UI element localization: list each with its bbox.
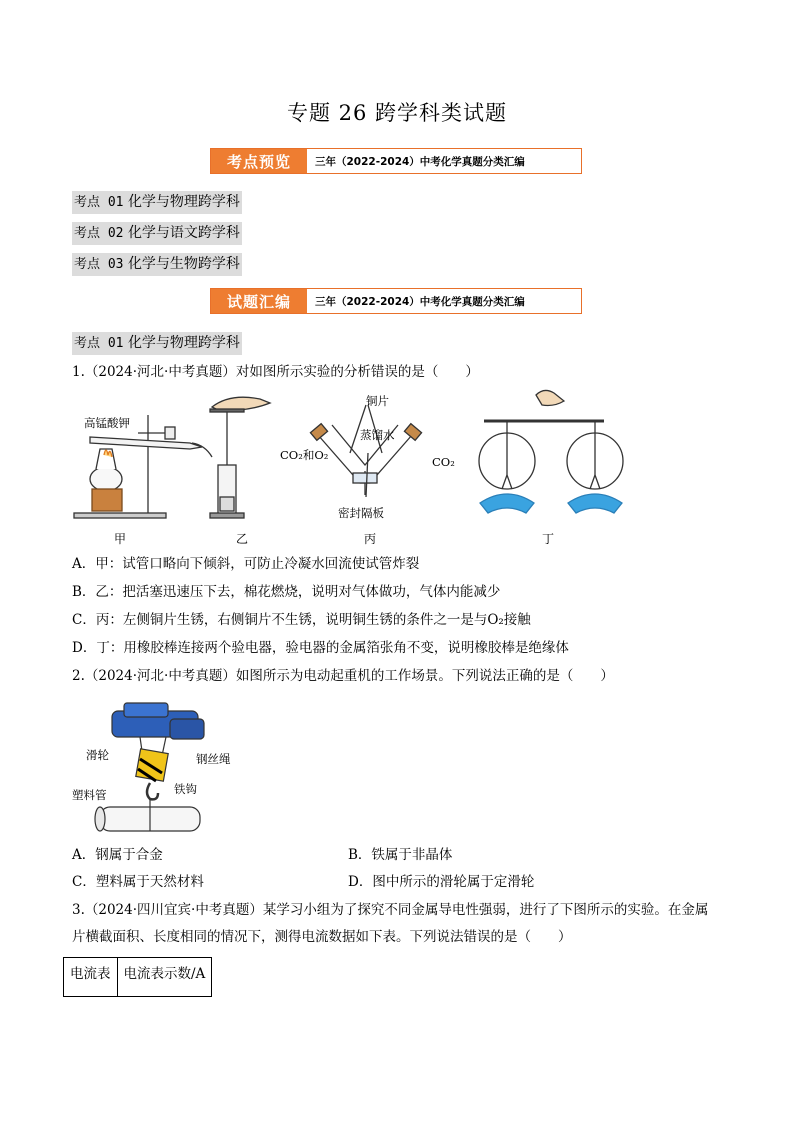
- label-left-gas: CO₂和O₂: [280, 448, 329, 462]
- apparatus-yi: [210, 397, 270, 518]
- label-pulley: 滑轮: [86, 748, 109, 762]
- topic-code: 考点 01: [74, 195, 124, 210]
- preview-topic-2: [72, 222, 242, 245]
- question-1-stem: 1.（2024·河北·中考真题）对如图所示实验的分析错误的是（ ）: [72, 364, 479, 380]
- caption-ding: 丁: [542, 532, 555, 546]
- table-row: [64, 958, 212, 997]
- preview-topic-3: [72, 253, 242, 276]
- preview-topic-1: [72, 191, 242, 214]
- question-1-figure: [70, 385, 630, 550]
- questions-banner: [210, 288, 582, 314]
- table-header-ammeter: 电流表: [64, 958, 118, 997]
- label-partition: 密封隔板: [338, 506, 384, 520]
- banner-text: 三年（2022-2024）中考化学真题分类汇编: [315, 295, 525, 308]
- question-1-option-c: C．丙：左侧铜片生锈，右侧铜片不生锈，说明铜生锈的条件之一是与O₂接触: [72, 612, 531, 628]
- topic-code: 考点 03: [74, 257, 124, 272]
- topic-name: 化学与物理跨学科: [127, 194, 240, 210]
- caption-yi: 乙: [236, 532, 249, 546]
- label-right-gas: CO₂: [432, 455, 455, 469]
- topic-name: 化学与物理跨学科: [127, 335, 240, 351]
- banner-tag: 考点预览: [211, 149, 307, 173]
- experiment-illustrations: [70, 385, 630, 550]
- topic-name: 化学与生物跨学科: [127, 256, 240, 272]
- question-1-option-a: A．甲：试管口略向下倾斜，可防止冷凝水回流使试管炸裂: [72, 556, 420, 572]
- question-1-option-d: D．丁：用橡胶棒连接两个验电器，验电器的金属箔张角不变，说明橡胶棒是绝缘体: [72, 640, 569, 656]
- banner-text: 三年（2022-2024）中考化学真题分类汇编: [315, 155, 525, 168]
- topic-name: 化学与语文跨学科: [127, 225, 240, 241]
- label-copper: 铜片: [366, 394, 389, 408]
- label-kmno4: 高锰酸钾: [84, 416, 130, 430]
- page-title: 专题 26 跨学科类试题: [286, 101, 508, 125]
- caption-jia: 甲: [114, 532, 127, 546]
- caption-bing: 丙: [364, 532, 377, 546]
- label-water: 蒸馏水: [360, 428, 395, 442]
- question-1-option-b: B．乙：把活塞迅速压下去，棉花燃烧，说明对气体做功，气体内能减少: [72, 584, 501, 600]
- preview-banner: [210, 148, 582, 174]
- question-2-option-a: A．钢属于合金: [72, 847, 163, 863]
- question-2-option-c: C．塑料属于天然材料: [72, 874, 204, 890]
- crane-illustration: [70, 695, 250, 840]
- question-3-stem-line-2: 片横截面积、长度相同的情况下，测得电流数据如下表。下列说法错误的是（ ）: [72, 929, 572, 945]
- topic-code: 考点 01: [74, 336, 124, 351]
- section-topic: [72, 332, 242, 355]
- label-hook: 铁钩: [174, 782, 197, 796]
- table-header-reading: 电流表示数/A: [117, 958, 212, 997]
- question-3-table: [63, 957, 212, 997]
- question-3-stem-line-1: 3.（2024·四川宜宾·中考真题）某学习小组为了探究不同金属导电性强弱，进行了下图所示的实验。在金属: [72, 902, 709, 918]
- topic-code: 考点 02: [74, 226, 124, 241]
- apparatus-ding: [479, 390, 623, 513]
- banner-tag: 试题汇编: [211, 289, 307, 313]
- question-2-figure: [70, 695, 250, 840]
- question-2-option-d: D．图中所示的滑轮属于定滑轮: [348, 874, 535, 890]
- label-pipe: 塑料管: [72, 788, 107, 802]
- question-2-option-b: B．铁属于非晶体: [348, 847, 453, 863]
- question-2-stem: 2.（2024·河北·中考真题）如图所示为电动起重机的工作场景。下列说法正确的是（ ）: [72, 668, 614, 684]
- label-wire: 钢丝绳: [196, 752, 231, 766]
